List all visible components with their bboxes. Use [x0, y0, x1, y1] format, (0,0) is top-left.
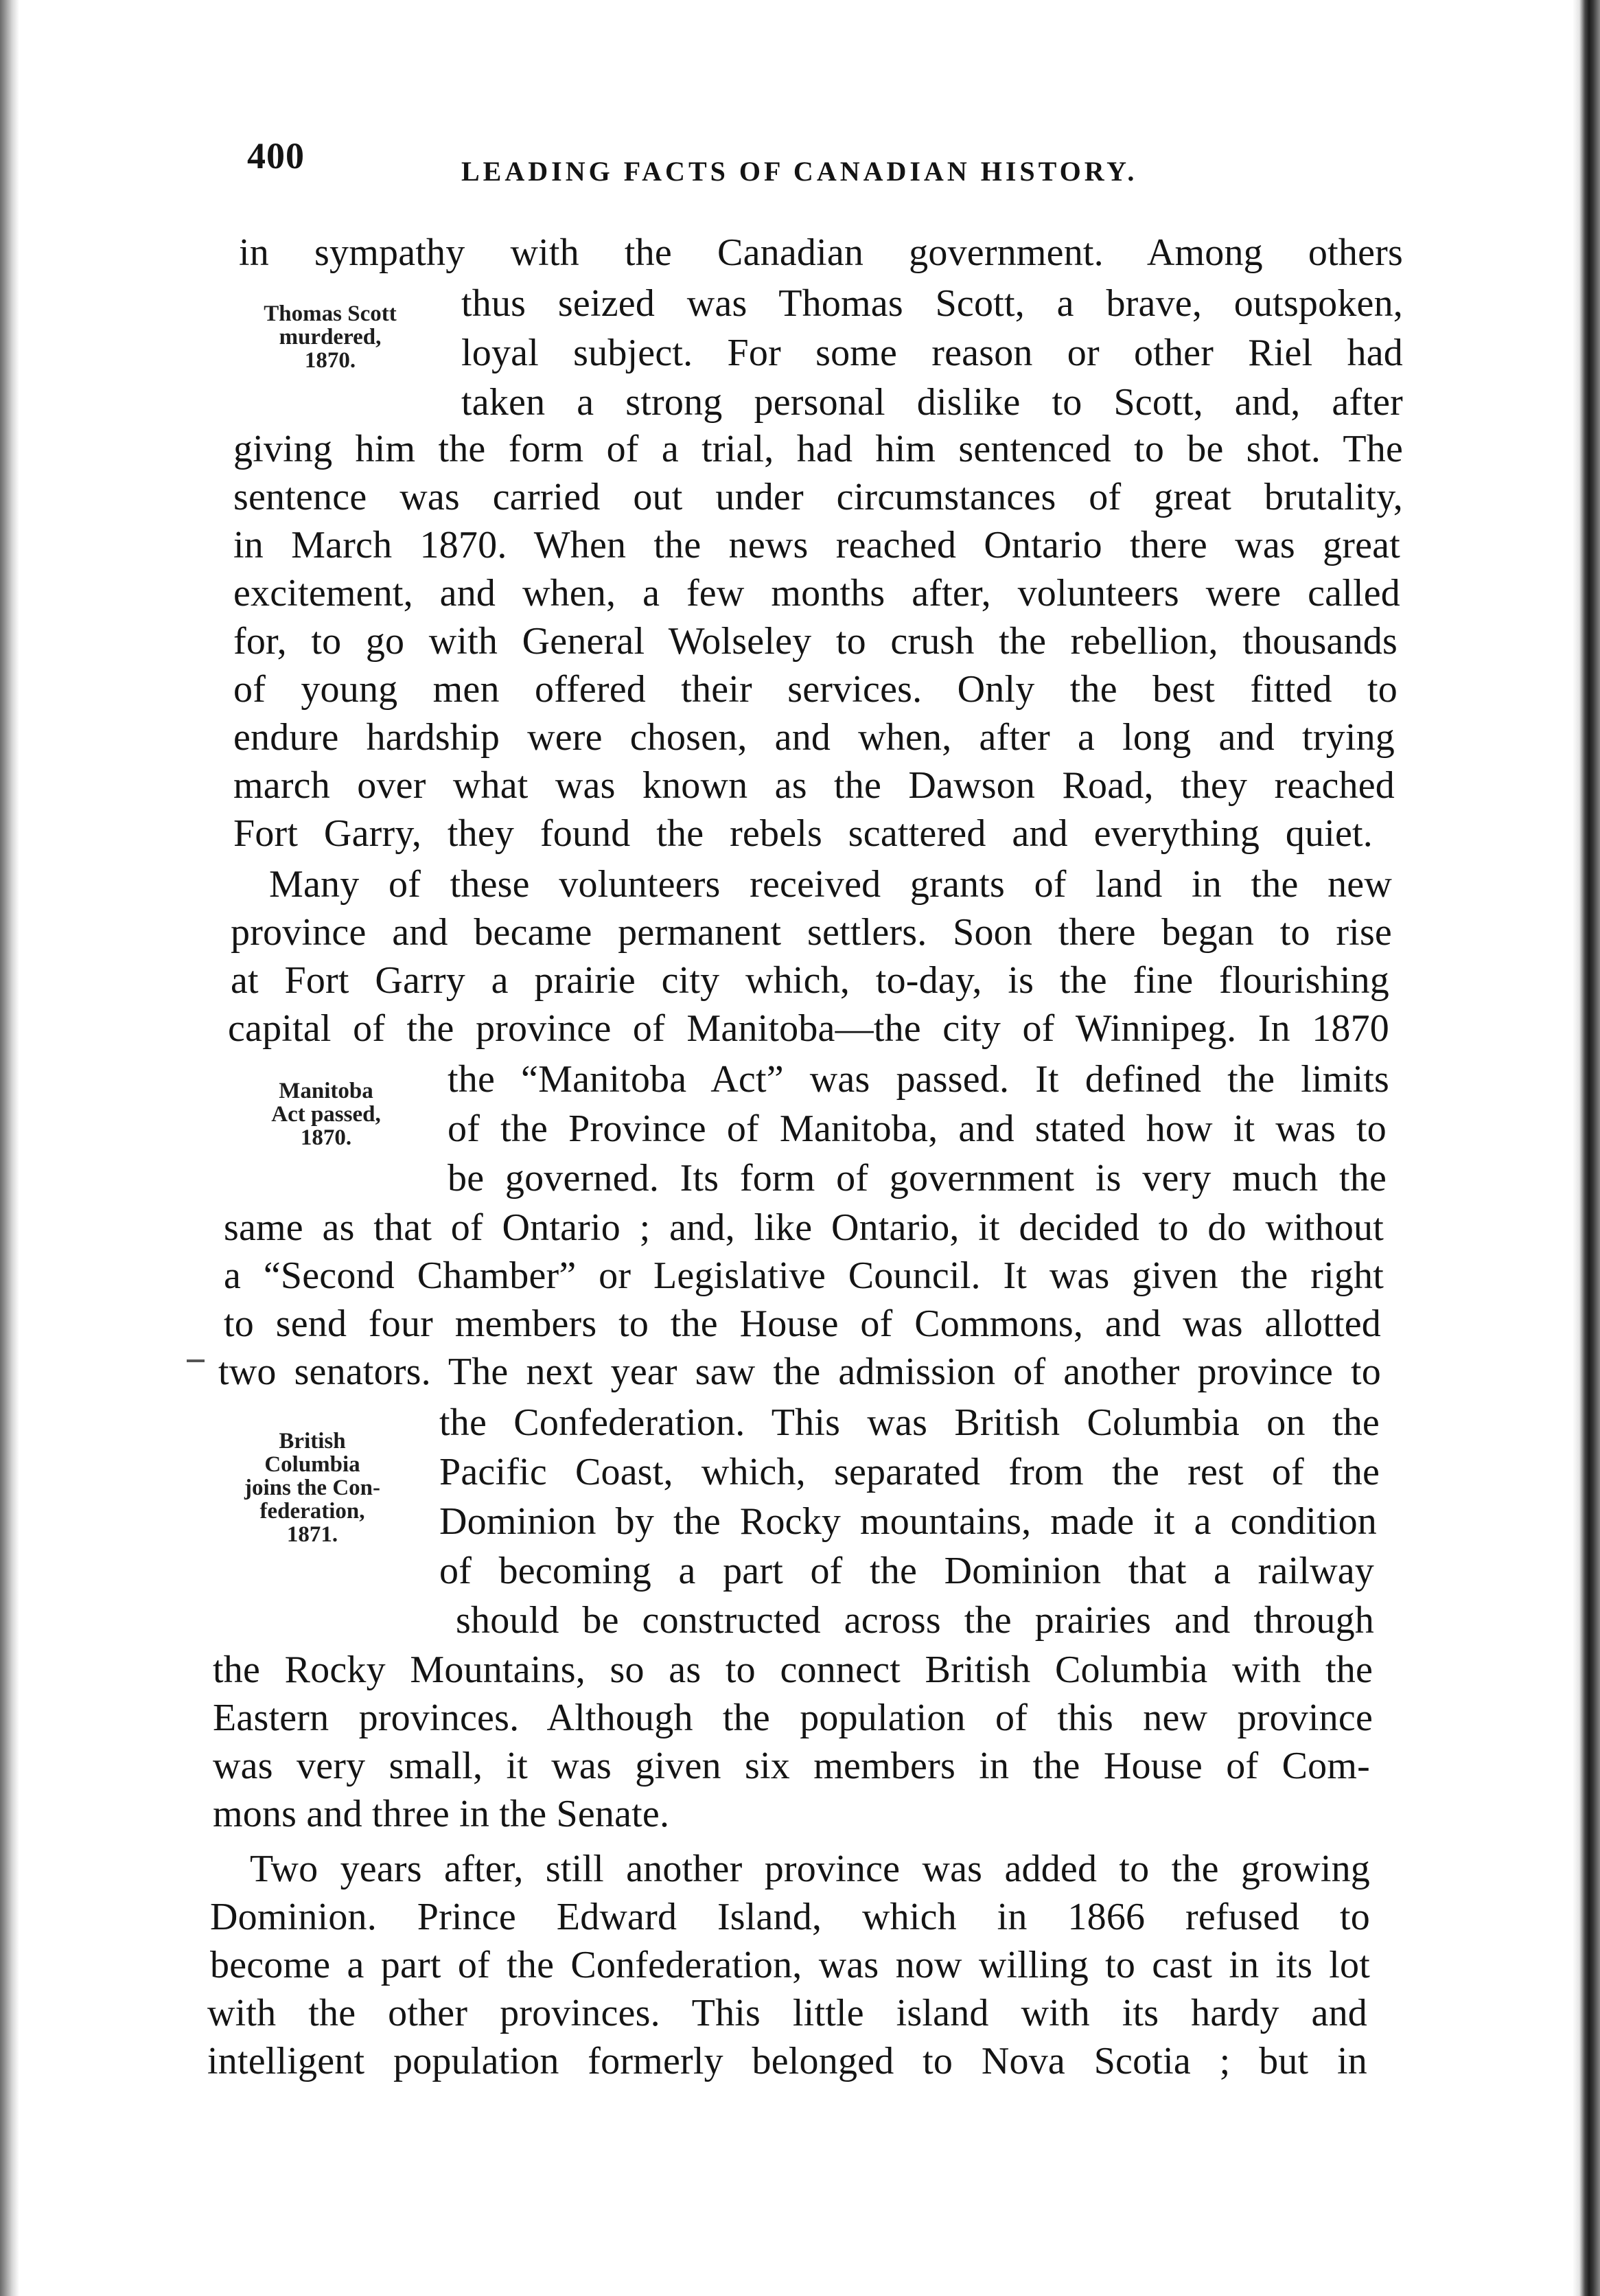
text-line: mons and three in the Senate.: [213, 1793, 670, 1835]
text-line: two senators. The next year saw the admission of another province to: [218, 1351, 1381, 1393]
text-line: was very small, it was given six members in the House of Com-: [213, 1745, 1370, 1787]
margin-note-thomas-scott: [258, 302, 402, 372]
margin-note-line: British: [279, 1429, 346, 1454]
text-line: same as that of Ontario ; and, like Ontario, it decided to do without: [224, 1206, 1384, 1249]
margin-note-line: 1870.: [300, 1125, 352, 1150]
text-line: Eastern provinces. Although the population of this new province: [213, 1697, 1373, 1739]
text-line: for, to go with General Wolseley to crush the rebellion, thousands: [233, 620, 1398, 663]
text-line: province and became permanent settlers. Soon there began to rise: [231, 911, 1392, 954]
running-title: LEADING FACTS OF CANADIAN HISTORY.: [461, 156, 1138, 187]
text-line: Dominion. Prince Edward Island, which in 1866 refused to: [210, 1896, 1370, 1938]
margin-note-line: joins the Con-: [244, 1476, 381, 1500]
text-line: of becoming a part of the Dominion that a railway: [439, 1550, 1374, 1592]
text-line: the Rocky Mountains, so as to connect British Columbia with the: [213, 1649, 1373, 1691]
page-number: 400: [247, 135, 305, 176]
margin-note-line: 1871.: [286, 1522, 338, 1547]
text-line: endure hardship were chosen, and when, after a long and trying: [233, 716, 1395, 759]
text-line: intelligent population formerly belonged to Nova Scotia ; but in: [207, 2040, 1367, 2082]
margin-note-line: Act passed,: [271, 1102, 381, 1127]
text-line: with the other provinces. This little island with its hardy and: [207, 1992, 1367, 2034]
text-line: in sympathy with the Canadian government. Among others: [239, 231, 1403, 274]
text-line: Dominion by the Rocky mountains, made it a condition: [439, 1500, 1377, 1543]
text-line: sentence was carried out under circumstances of great brutality,: [233, 476, 1403, 518]
margin-note-british-columbia: [227, 1430, 398, 1546]
text-line: taken a strong personal dislike to Scott, and, after: [461, 381, 1403, 424]
text-line: thus seized was Thomas Scott, a brave, outspoken,: [461, 282, 1403, 325]
text-line: to send four members to the House of Commons, and was allotted: [224, 1302, 1381, 1345]
text-line: loyal subject. For some reason or other Riel had: [461, 332, 1403, 374]
text-line: the “Manitoba Act” was passed. It defined the limits: [448, 1058, 1389, 1101]
margin-note-line: Columbia: [264, 1452, 360, 1477]
text-line: Fort Garry, they found the rebels scattered and everything quiet.: [233, 812, 1373, 855]
margin-note-line: Manitoba: [279, 1079, 373, 1103]
text-line: a “Second Chamber” or Legislative Council. It was given the right: [224, 1254, 1384, 1297]
margin-note-manitoba-act: [251, 1079, 401, 1149]
text-line: Pacific Coast, which, separated from the rest of the: [439, 1451, 1380, 1493]
text-line: march over what was known as the Dawson Road, they reached: [233, 764, 1395, 807]
margin-note-line: Thomas Scott: [264, 301, 397, 326]
text-line: at Fort Garry a prairie city which, to-day, is the fine flourishing: [231, 959, 1389, 1002]
text-line: the Confederation. This was British Columbia on the: [439, 1401, 1380, 1444]
text-line: in March 1870. When the news reached Ontario there was great: [233, 524, 1400, 566]
text-line: become a part of the Confederation, was now willing to cast in its lot: [210, 1944, 1370, 1986]
text-line: of the Province of Manitoba, and stated how it was to: [448, 1107, 1387, 1150]
text-line: Two years after, still another province was added to the growing: [250, 1848, 1370, 1890]
stray-ink-mark: [187, 1359, 205, 1362]
text-line: Many of these volunteers received grants of land in the new: [269, 863, 1392, 906]
text-line: excitement, and when, a few months after, volunteers were called: [233, 572, 1400, 615]
margin-note-line: 1870.: [304, 348, 356, 373]
text-line: should be constructed across the prairies and through: [456, 1599, 1374, 1642]
margin-note-line: federation,: [259, 1499, 365, 1524]
text-line: be governed. Its form of government is very much the: [448, 1157, 1387, 1199]
text-line: giving him the form of a trial, had him sentenced to be shot. The: [233, 428, 1403, 470]
margin-note-line: murdered,: [279, 325, 382, 349]
text-line: capital of the province of Manitoba—the city of Winnipeg. In 1870: [228, 1007, 1389, 1050]
text-line: of young men offered their services. Only the best fitted to: [233, 668, 1398, 711]
